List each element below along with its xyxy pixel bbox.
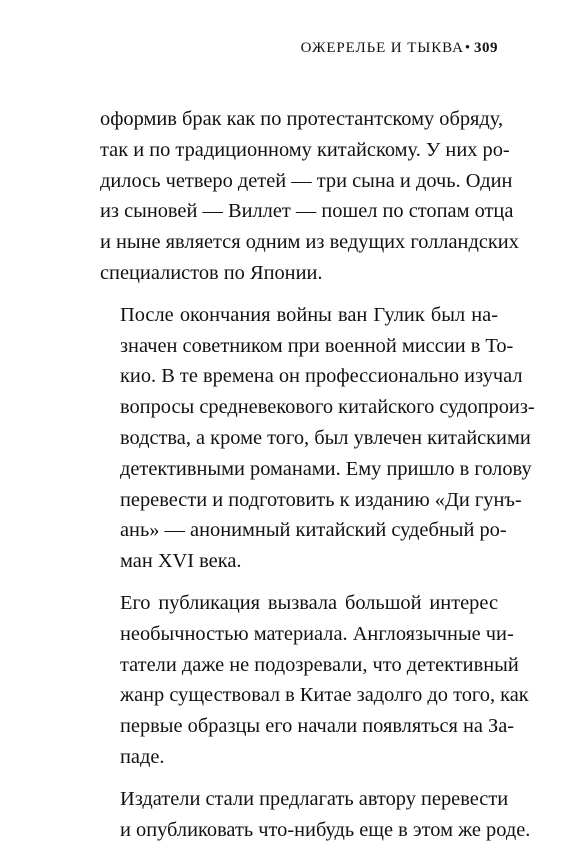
text-line: из сыновей — Виллет — пошел по стопам отца xyxy=(100,200,514,223)
text-line: значен советником при военной миссии в То- xyxy=(120,334,514,357)
text-line: татели даже не подозревали, что детективный xyxy=(120,653,519,676)
text-line: детективными романами. Ему пришло в голову xyxy=(120,457,532,480)
paragraph-4 xyxy=(100,784,531,846)
text-line: и опубликовать что-нибудь еще в этом же роде. xyxy=(120,818,531,841)
text-line: необычностью материала. Англоязычные чи- xyxy=(120,622,514,645)
text-line: ань» — анонимный китайский судебный ро- xyxy=(120,519,507,542)
text-line: и ныне является одним из ведущих голландских xyxy=(100,231,519,254)
text-line: первые образцы его начали появляться на За- xyxy=(120,715,515,738)
text-line: паде. xyxy=(120,745,165,768)
running-title: ОЖЕРЕЛЬЕ И ТЫКВА xyxy=(300,40,464,56)
text-line: специалистов по Японии. xyxy=(100,261,323,284)
text-line: Его публикация вызвала большой интерес xyxy=(120,591,498,614)
text-line: ман XVI века. xyxy=(120,550,242,573)
text-line: оформив брак как по протестантскому обряду, xyxy=(100,108,504,130)
paragraph-1 xyxy=(100,104,519,289)
text-line: вопросы средневекового китайского судопроиз- xyxy=(120,396,535,419)
page-number: 309 xyxy=(474,40,498,56)
running-header xyxy=(301,40,498,57)
text-line: Издатели стали предлагать автору перевести xyxy=(120,787,509,810)
text-line: так и по традиционному китайскому. У них ро- xyxy=(100,138,510,161)
text-line: После окончания войны ван Гулик был на- xyxy=(120,303,498,326)
paragraph-2 xyxy=(100,300,535,577)
header-separator: • xyxy=(464,40,471,56)
paragraph-3 xyxy=(100,588,529,773)
text-line: кио. В те времена он профессионально изучал xyxy=(120,365,523,388)
text-line: жанр существовал в Китае задолго до того, как xyxy=(120,684,529,707)
text-line: дилось четверо детей — три сына и дочь. Один xyxy=(100,169,513,192)
text-line: перевести и подготовить к изданию «Ди гунъ- xyxy=(120,488,522,511)
body-text xyxy=(100,104,535,856)
text-line: водства, а кроме того, был увлечен китайскими xyxy=(120,426,531,449)
